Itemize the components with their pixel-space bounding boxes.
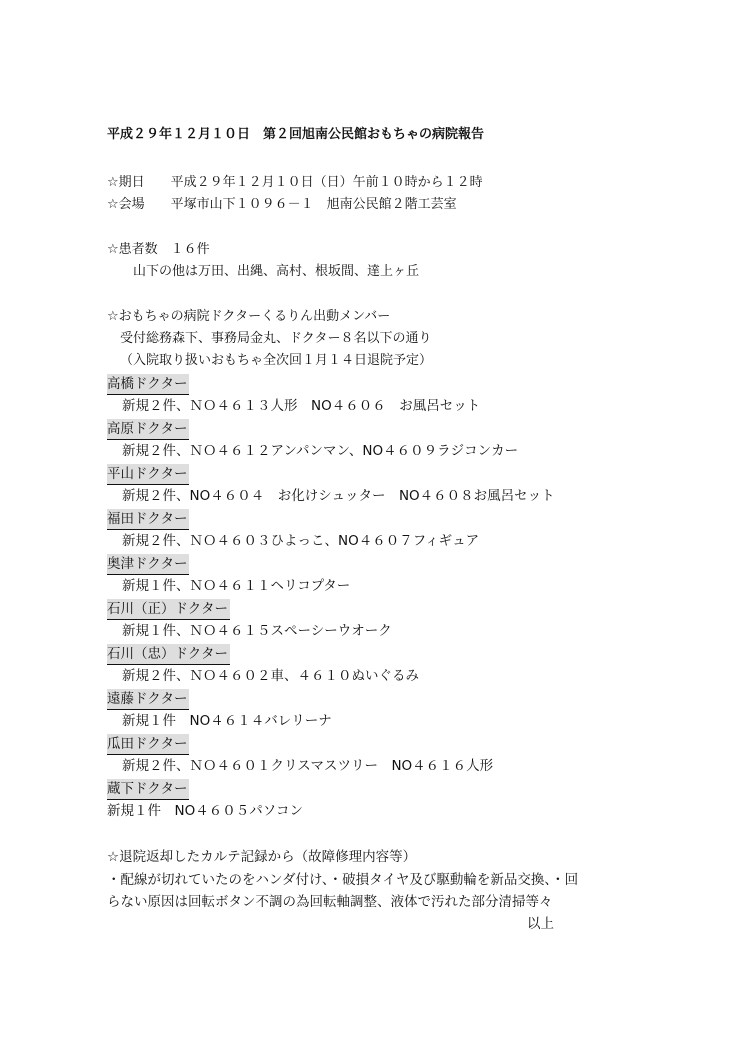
records-heading: ☆退院返却したカルテ記録から（故障修理内容等） <box>107 849 417 865</box>
closing-mark: 以上 <box>527 916 554 932</box>
patient-count: ☆患者数 １６件 <box>107 242 210 257</box>
doctor-entry: 新規２件、NO４６０４ お化けシュッター NO４６０８お風呂セット <box>122 488 555 504</box>
doctor-name: 瓜田ドクター <box>107 734 189 755</box>
doctor-entry: 新規２件、ＮＯ４６０３ひよっこ、NO４６０７フィギュア <box>122 533 480 549</box>
doctor-entry: 新規２件、ＮＯ４６１２アンパンマン、NO４６０９ラジコンカー <box>122 443 519 459</box>
doctor-name: 蔵下ドクター <box>107 779 189 800</box>
report-title: 平成２９年１２月１０日 第２回旭南公民館おもちゃの病院報告 <box>107 127 485 142</box>
doctor-entry: 新規２件、ＮＯ４６０１クリスマスツリー NO４６１６人形 <box>122 758 494 774</box>
members-heading: ☆おもちゃの病院ドクターくるりん出動メンバー <box>107 309 391 324</box>
doctor-entry: 新規１件、ＮＯ４６１１ヘリコプター <box>122 578 351 594</box>
doctor-name: 平山ドクター <box>107 464 189 485</box>
records-line: ・配線が切れていたのをハンダ付け、・破損タイヤ及び駆動輪を新品交換、・回 <box>107 872 579 888</box>
doctor-entry: 新規１件、ＮＯ４６１５スペーシーウオーク <box>122 623 392 639</box>
doctor-entry: 新規１件 NO４６１４バレリーナ <box>122 713 332 729</box>
event-date: ☆期日 平成２９年１２月１０日（日）午前１０時から１２時 <box>107 175 483 190</box>
doctor-entry: 新規１件 NO４６０５パソコン <box>107 803 303 819</box>
members-staff: 受付総務森下、事務局金丸、ドクター８名以下の通り <box>120 331 432 346</box>
doctor-entry: 新規２件、ＮＯ４６１３人形 NO４６０６ お風呂セット <box>122 398 481 414</box>
patient-areas: 山下の他は万田、出縄、高村、根坂間、達上ヶ丘 <box>133 264 420 279</box>
doctor-name: 石川（忠）ドクター <box>107 644 230 665</box>
records-line: らない原因は回転ボタン不調の為回転軸調整、液体で汚れた部分清掃等々 <box>107 894 553 910</box>
doctor-name: 遠藤ドクター <box>107 689 189 710</box>
doctor-entry: 新規２件、ＮＯ４６０２車、４６１０ぬいぐるみ <box>122 668 419 684</box>
event-venue: ☆会場 平塚市山下１０９６－１ 旭南公民館２階工芸室 <box>107 197 457 212</box>
doctor-name: 奥津ドクター <box>107 554 189 575</box>
doctor-name: 高橋ドクター <box>107 374 189 395</box>
doctor-name: 石川（正）ドクター <box>107 599 230 620</box>
doctor-name: 高原ドクター <box>107 419 189 440</box>
members-note: （入院取り扱いおもちゃ全次回１月１４日退院予定） <box>120 353 433 368</box>
doctor-name: 福田ドクター <box>107 509 189 530</box>
